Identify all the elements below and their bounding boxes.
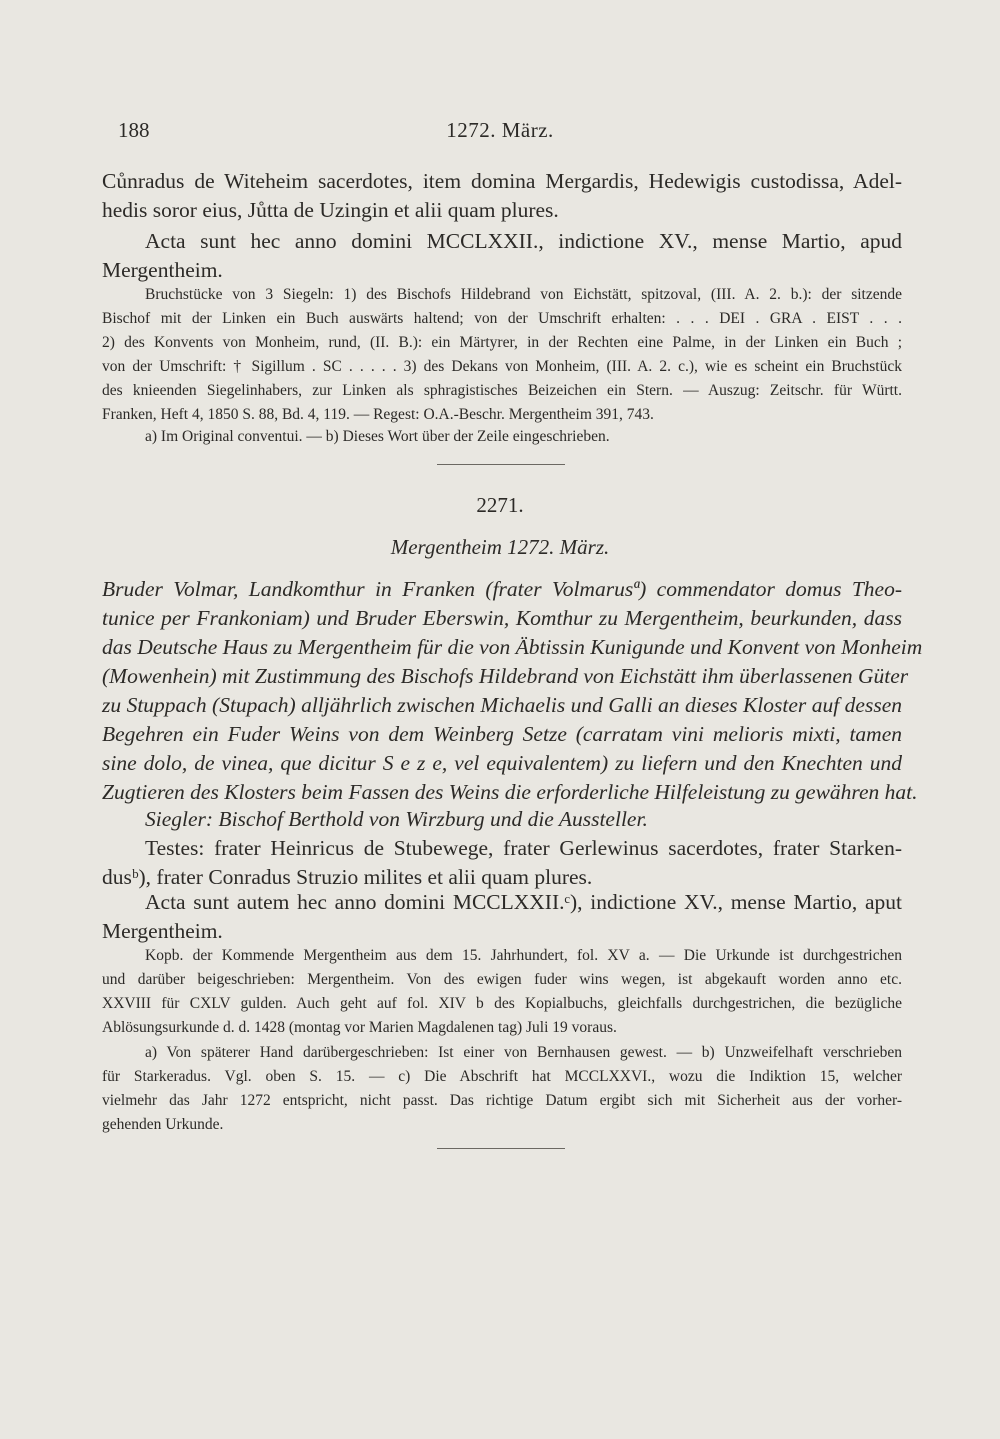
footnote-line: für Starkeradus. Vgl. oben S. 15. — c) Die Abschrift hat MCCLXXVI., wozu die Indiktion 15, welcher xyxy=(102,1068,902,1085)
siegler-line: Siegler: Bischof Berthold von Wirzburg und die Aussteller. xyxy=(145,807,648,831)
seal-description xyxy=(102,283,902,427)
footnote-line: a) Von späterer Hand darübergeschrieben: Ist einer von Bernhausen gewest. — b) Unzweifelhaft verschrieben xyxy=(145,1044,902,1061)
text-line: Acta sunt hec anno domini MCCLXXII., indictione XV., mense Martio, apud xyxy=(145,229,902,253)
footnotes xyxy=(102,1041,902,1137)
testes xyxy=(102,834,902,892)
page-number: 188 xyxy=(118,118,150,142)
separator-rule xyxy=(437,1148,565,1149)
text-line: hedis soror eius, Jůtta de Uzingin et alii quam plures. xyxy=(102,198,559,222)
note-line: 2) des Konvents von Monheim, rund, (II. B.): ein Märtyrer, in der Rechten eine Palme, in der Linken ein Buch ; xyxy=(102,334,902,351)
note-line: Kopb. der Kommende Mergentheim aus dem 15. Jahrhundert, fol. XV a. — Die Urkunde ist durchgestrichen xyxy=(145,947,902,964)
testes-line: dusᵇ), frater Conradus Struzio milites et alii quam plures. xyxy=(102,865,593,889)
footnote-line: gehenden Urkunde. xyxy=(102,1116,224,1133)
text-line: Cůnradus de Witeheim sacerdotes, item domina Mergardis, Hedewigis custodissa, Adel- xyxy=(102,169,902,193)
previous-document-witnesses xyxy=(102,167,902,225)
regest-line: Zugtieren des Klosters beim Fassen des Weins die erforderliche Hilfeleistung zu gewähren hat. xyxy=(102,780,918,804)
note-line: XXVIII für CXLV gulden. Auch geht auf fol. XIV b des Kopialbuchs, gleichfalls durchgestrichen, die bezügliche xyxy=(102,995,902,1012)
note-line: Franken, Heft 4, 1850 S. 88, Bd. 4, 119. — Regest: O.A.-Beschr. Mergentheim 391, 743. xyxy=(102,406,654,423)
acta-line: Mergentheim. xyxy=(102,919,223,943)
previous-footnotes xyxy=(102,425,902,449)
footnote-line: a) Im Original conventui. — b) Dieses Wort über der Zeile eingeschrieben. xyxy=(145,428,610,445)
regest xyxy=(102,575,923,807)
separator-rule xyxy=(437,464,565,465)
regest-line: das Deutsche Haus zu Mergentheim für die von Äbtissin Kunigunde und Konvent von Monheim xyxy=(102,635,923,659)
note-line: Bischof mit der Linken ein Buch auswärts haltend; von der Umschrift erhalten: . . . DEI . GRA . EIST . . . xyxy=(102,310,902,327)
previous-document-acta xyxy=(102,227,902,285)
regest-line: tunice per Frankoniam) und Bruder Eberswin, Komthur zu Mergentheim, beurkunden, dass xyxy=(102,606,902,630)
regest-line: sine dolo, de vinea, que dicitur S e z e, vel equivalentem) zu liefern und den Knechten und xyxy=(102,751,902,775)
page-header xyxy=(0,118,1000,148)
acta xyxy=(102,888,902,946)
acta-line: Acta sunt autem hec anno domini MCCLXXII.ᶜ), indictione XV., mense Martio, aput xyxy=(145,890,902,914)
siegler xyxy=(102,805,902,834)
footnote-line: vielmehr das Jahr 1272 entspricht, nicht passt. Das richtige Datum ergibt sich mit Sicherheit aus der vorher- xyxy=(102,1092,902,1109)
running-title: 1272. März. xyxy=(446,118,554,142)
note-line: und darüber beigeschrieben: Mergentheim. Von des ewigen fuder wins wegen, ist abgekauft worden anno etc. xyxy=(102,971,902,988)
regest-line: (Mowenhein) mit Zustimmung des Bischofs Hildebrand von Eichstätt ihm überlassenen Güter xyxy=(102,664,909,688)
regest-line: zu Stuppach (Stupach) alljährlich zwischen Michaelis und Galli an dieses Kloster auf dessen xyxy=(102,693,902,717)
place-date: Mergentheim 1272. März. xyxy=(390,535,610,559)
note-line: des knieenden Siegelinhabers, zur Linken als sphragistisches Beizeichen ein Stern. — Auszug: Zeitschr. für Württ. xyxy=(102,382,902,399)
document-number: 2271. xyxy=(476,493,524,517)
note-line: von der Umschrift: † Sigillum . SC . . . . . 3) des Dekans von Monheim, (III. A. 2. c.), wie es scheint ein Bruchstück xyxy=(102,358,902,375)
testes-line: Testes: frater Heinricus de Stubewege, frater Gerlewinus sacerdotes, frater Starken- xyxy=(145,836,902,860)
regest-line: Bruder Volmar, Landkomthur in Franken (frater Volmarusª) commendator domus Theo- xyxy=(102,577,902,601)
note-line: Bruchstücke von 3 Siegeln: 1) des Bischofs Hildebrand von Eichstätt, spitzoval, (III. A. 2. b.): der sitzende xyxy=(145,286,902,303)
text-line: Mergentheim. xyxy=(102,258,223,282)
regest-line: Begehren ein Fuder Weins von dem Weinberg Setze (carratam vini melioris mixti, tamen xyxy=(102,722,902,746)
source-note xyxy=(102,944,902,1040)
note-line: Ablösungsurkunde d. d. 1428 (montag vor Marien Magdalenen tag) Juli 19 voraus. xyxy=(102,1019,617,1036)
